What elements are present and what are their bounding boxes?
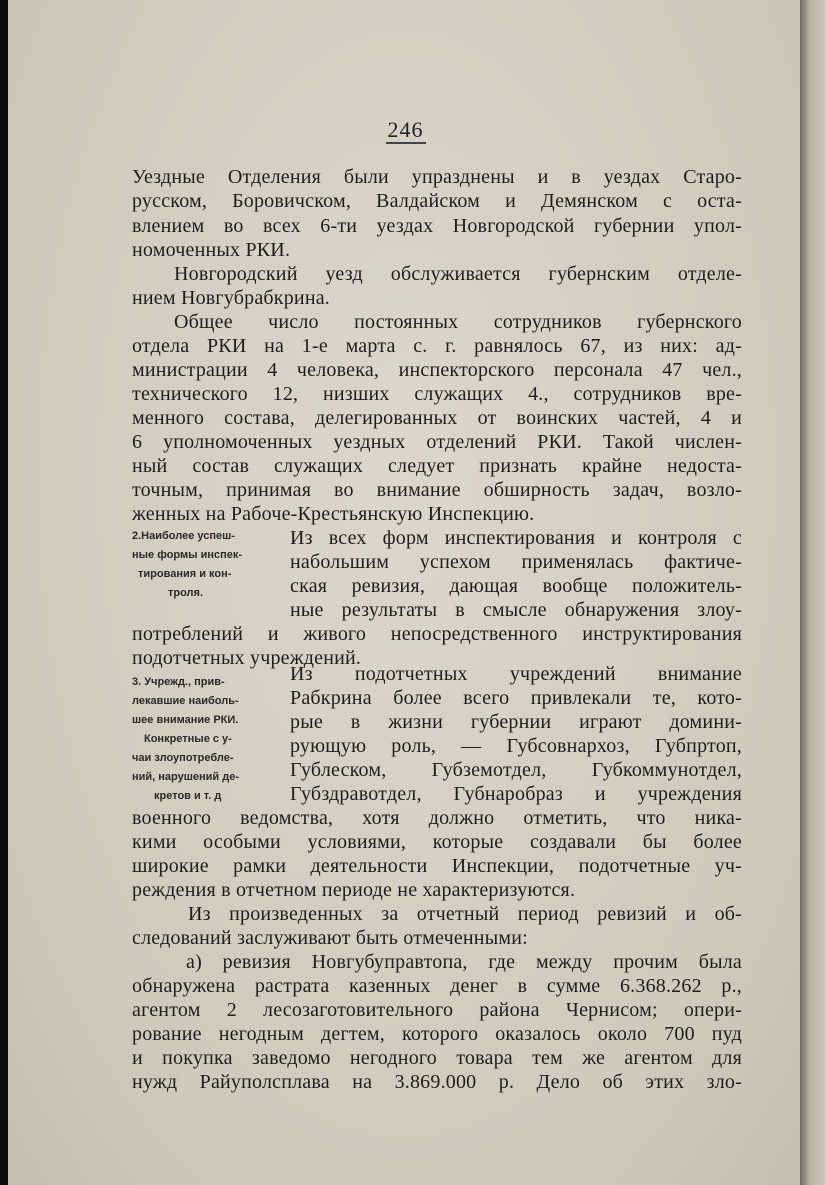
text-line: рые в жизни губернии играют домини- <box>290 711 742 733</box>
text-line: ные результаты в смысле обнаружения злоу- <box>290 599 742 621</box>
text-line: Гублеском, Губземотдел, Губкоммунотдел, <box>290 759 742 781</box>
margin-note-line: чаи злоупотребле- <box>132 752 234 764</box>
text-line: отдела РКИ на 1-е марта с. г. равнялось 67, из них: ад- <box>132 335 742 357</box>
margin-note-line: Конкретные с у- <box>144 733 232 745</box>
text-line: реждения в отчетном периоде не характеризуются. <box>132 879 576 901</box>
margin-note-line: троля. <box>168 587 204 599</box>
margin-note-line: 3. Учрежд., прив- <box>132 676 225 688</box>
text-line: рующую роль, — Губсовнархоз, Губпртоп, <box>290 735 742 757</box>
margin-note-line: лекавшие наиболь- <box>132 695 239 707</box>
text-line: номоченных РКИ. <box>132 239 291 261</box>
text-line: набольшим успехом применялась фактиче- <box>290 551 742 573</box>
text-line: следований заслуживают быть отмеченными: <box>132 927 528 949</box>
text-line: обнаружена растрата казенных денег в сумме 6.368.262 р., <box>132 975 742 997</box>
text-line: нужд Райуполсплава на 3.869.000 р. Дело об этих зло- <box>132 1071 742 1093</box>
text-line: Рабкрина более всего привлекали те, кото- <box>290 687 742 709</box>
margin-note-line: ные формы инспек- <box>132 549 243 561</box>
margin-note-line: кретов и т. д <box>154 790 222 802</box>
text-line: потреблений и живого непосредственного инструктирования <box>132 623 742 645</box>
text-line: менного состава, делегированных от воинских частей, 4 и <box>132 407 742 429</box>
text-line: ская ревизия, дающая вообще положитель- <box>290 575 742 597</box>
text-line: министрации 4 человека, инспекторского персонала 47 чел., <box>132 359 742 381</box>
text-line: широкие рамки деятельности Инспекции, подотчетные уч- <box>132 855 742 877</box>
text-line: Из произведенных за отчетный период ревизий и об- <box>188 903 742 925</box>
text-line: военного ведомства, хотя должно отметить, что ника- <box>132 807 742 829</box>
text-line: Губздравотдел, Губнаробраз и учреждения <box>290 783 742 805</box>
text-line: влением во всех 6-ти уездах Новгородской губернии упол- <box>132 215 742 237</box>
text-line: русском, Боровичском, Валдайском и Демянском с оста- <box>132 190 742 212</box>
text-line: и покупка заведомо негодного товара тем же агентом для <box>132 1047 742 1069</box>
page-gutter <box>800 0 825 1185</box>
page-number: 246 <box>387 117 424 142</box>
text-line: Общее число постоянных сотрудников губернского <box>174 311 742 333</box>
text-line: 6 уполномоченных уездных отделений РКИ. Такой числен- <box>132 431 742 453</box>
text-line: Уездные Отделения были упразднены и в уездах Старо- <box>132 166 742 188</box>
text-line: ный состав служащих следует признать крайне недоста- <box>132 455 742 477</box>
text-line: Из подотчетных учреждений внимание <box>290 663 742 685</box>
margin-note-line: шее внимание РКИ. <box>132 714 239 726</box>
margin-note-line: 2.Наиболее успеш- <box>132 530 235 542</box>
text-line: Из всех форм инспектирования и контроля с <box>290 527 742 549</box>
text-line: нием Новгубрабкрина. <box>132 287 330 309</box>
text-line: Новгородский уезд обслуживается губернским отделе- <box>174 263 742 285</box>
text-line: технического 12, низших служащих 4., сотрудников вре- <box>132 383 742 405</box>
text-line: подотчетных учреждений. <box>132 647 362 669</box>
text-line: женных на Рабоче-Крестьянскую Инспекцию. <box>132 503 535 525</box>
book-page <box>8 0 803 1185</box>
text-line: точным, принимая во внимание обширность задач, возло- <box>132 479 742 501</box>
text-line: рование негодным дегтем, которого оказалось около 700 пуд <box>132 1023 742 1045</box>
margin-note-line: тирования и кон- <box>138 568 232 580</box>
text-line: а) ревизия Новгубуправтопа, где между прочим была <box>186 951 742 973</box>
text-line: кими особыми условиями, которые создавали бы более <box>132 831 742 853</box>
text-line: агентом 2 лесозаготовительного района Чернисом; опери- <box>132 999 742 1021</box>
margin-note-line: ний, нарушений де- <box>132 771 240 783</box>
